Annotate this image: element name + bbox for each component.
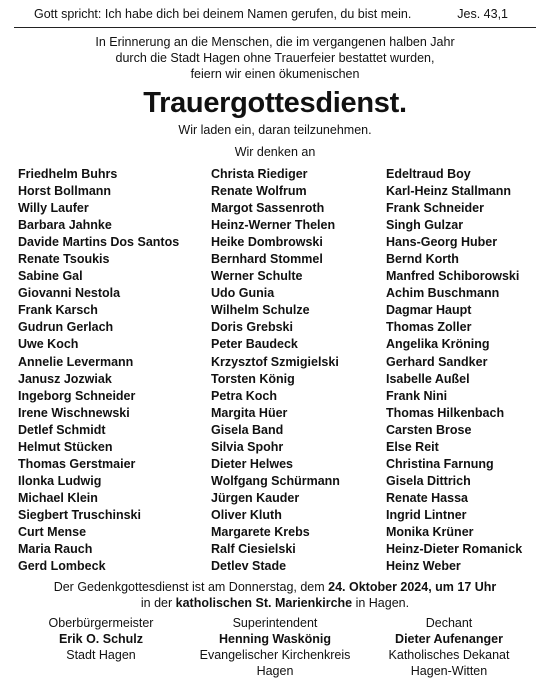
name-entry: Else Reit <box>386 439 439 454</box>
name-entry: Curt Mense <box>18 524 87 539</box>
service-line-1 <box>14 579 536 595</box>
intro-text <box>14 34 536 82</box>
names-column-3 <box>386 166 536 575</box>
name-entry: Thomas Hilkenbach <box>386 405 505 420</box>
name-entry: Werner Schulte <box>211 269 303 284</box>
name-entry: Heike Dombrowski <box>211 235 323 250</box>
service-line-2 <box>14 595 536 611</box>
quote-reference: Jes. 43,1 <box>457 7 508 21</box>
name-entry: Heinz-Dieter Romanick <box>386 542 523 557</box>
name-entry: Gisela Band <box>211 422 284 437</box>
signature-org: Katholisches Dekanat <box>388 648 510 663</box>
name-entry: Gudrun Gerlach <box>18 320 114 335</box>
name-entry: Helmut Stücken <box>18 439 113 454</box>
name-entry: Karl-Heinz Stallmann <box>386 184 512 199</box>
name-entry: Bernhard Stommel <box>211 252 323 267</box>
name-entry: Carsten Brose <box>386 422 472 437</box>
signature-block <box>362 615 536 679</box>
headline: Trauergottesdienst. <box>143 87 407 119</box>
name-entry: Heinz Weber <box>386 559 461 574</box>
name-entry: Gerd Lombeck <box>18 559 106 574</box>
service-date: 24. Oktober 2024, um 17 Uhr <box>328 580 497 595</box>
name-entry: Janusz Jozwiak <box>18 371 112 386</box>
name-entry: Frank Karsch <box>18 303 98 318</box>
quote-text: Gott spricht: Ich habe dich bei deinem Namen gerufen, du bist mein. <box>34 7 412 21</box>
signature-block <box>14 615 188 679</box>
name-entry: Sabine Gal <box>18 269 83 284</box>
name-entry: Torsten König <box>211 371 295 386</box>
name-entry: Jürgen Kauder <box>211 490 300 505</box>
service-church: katholischen St. Marienkirche <box>175 596 353 611</box>
name-entry: Margita Hüer <box>211 405 288 420</box>
service-info <box>14 579 536 611</box>
name-entry: Oliver Kluth <box>211 507 282 522</box>
name-entry: Christina Farnung <box>386 456 494 471</box>
name-entry: Horst Bollmann <box>18 184 112 199</box>
name-entry: Petra Koch <box>211 388 277 403</box>
name-entry: Silvia Spohr <box>211 439 284 454</box>
remember-text: Wir denken an <box>234 145 316 159</box>
name-entry: Manfred Schiborowski <box>386 269 520 284</box>
name-entry: Peter Baudeck <box>211 337 298 352</box>
name-entry: Singh Gulzar <box>386 218 464 233</box>
name-entry: Margarete Krebs <box>211 524 310 539</box>
name-entry: Gerhard Sandker <box>386 354 488 369</box>
name-entry: Uwe Koch <box>18 337 79 352</box>
name-entry: Maria Rauch <box>18 542 93 557</box>
name-entry: Dieter Helwes <box>211 456 293 471</box>
signature-name: Dieter Aufenanger <box>395 632 503 647</box>
name-entry: Frank Nini <box>386 388 448 403</box>
signature-title: Oberbürgermeister <box>48 616 154 631</box>
service-text: in Hagen. <box>352 596 410 611</box>
name-entry: Margot Sassenroth <box>211 201 325 216</box>
name-entry: Ingrid Lintner <box>386 507 467 522</box>
bible-quote <box>14 6 536 22</box>
names-list <box>14 166 536 575</box>
name-entry: Irene Wischnewski <box>18 405 130 420</box>
name-entry: Friedhelm Buhrs <box>18 167 118 181</box>
name-entry: Barbara Jahnke <box>18 218 112 233</box>
name-entry: Frank Schneider <box>386 201 484 216</box>
name-entry: Giovanni Nestola <box>18 286 121 301</box>
name-entry: Willy Laufer <box>18 201 89 216</box>
signature-org: Evangelischer Kirchenkreis <box>199 648 351 663</box>
name-entry: Achim Buschmann <box>386 286 500 301</box>
name-entry: Edeltraud Boy <box>386 167 471 181</box>
name-entry: Detlev Stade <box>211 559 287 574</box>
intro-line: durch die Stadt Hagen ohne Trauerfeier bestattet wurden, <box>115 51 435 65</box>
name-entry: Heinz-Werner Thelen <box>211 218 336 233</box>
name-entry: Christa Riediger <box>211 167 308 181</box>
name-entry: Davide Martins Dos Santos <box>18 235 180 250</box>
signature-title: Dechant <box>425 616 473 631</box>
intro-line: feiern wir einen ökumenischen <box>190 67 360 81</box>
name-entry: Michael Klein <box>18 490 98 505</box>
name-entry: Thomas Zoller <box>386 320 472 335</box>
invite-text: Wir laden ein, daran teilzunehmen. <box>178 123 372 137</box>
name-entry: Annelie Levermann <box>18 354 134 369</box>
signature-org: Hagen-Witten <box>410 664 488 679</box>
name-entry: Hans-Georg Huber <box>386 235 498 250</box>
divider <box>14 27 536 28</box>
signatures <box>14 615 536 679</box>
name-entry: Angelika Kröning <box>386 337 490 352</box>
name-entry: Dagmar Haupt <box>386 303 472 318</box>
name-entry: Krzysztof Szmigielski <box>211 354 339 369</box>
signature-name: Henning Waskönig <box>218 632 332 647</box>
names-column-2 <box>211 166 386 575</box>
name-entry: Gisela Dittrich <box>386 473 471 488</box>
name-entry: Renate Wolfrum <box>211 184 307 199</box>
name-entry: Udo Gunia <box>211 286 275 301</box>
signature-org: Hagen <box>256 664 294 679</box>
name-entry: Renate Tsoukis <box>18 252 110 267</box>
signature-block <box>188 615 362 679</box>
signature-title: Superintendent <box>232 616 318 631</box>
name-entry: Renate Hassa <box>386 490 468 505</box>
name-entry: Detlef Schmidt <box>18 422 106 437</box>
name-entry: Ilonka Ludwig <box>18 473 102 488</box>
name-entry: Doris Grebski <box>211 320 293 335</box>
names-column-1 <box>14 166 211 575</box>
name-entry: Wolfgang Schürmann <box>211 473 340 488</box>
signature-org: Stadt Hagen <box>66 648 136 663</box>
name-entry: Monika Krüner <box>386 524 474 539</box>
name-entry: Wilhelm Schulze <box>211 303 310 318</box>
service-text: Der Gedenkgottesdienst ist am Donnerstag, dem <box>53 580 329 595</box>
name-entry: Ingeborg Schneider <box>18 388 136 403</box>
signature-name: Erik O. Schulz <box>58 632 144 647</box>
name-entry: Isabelle Außel <box>386 371 470 386</box>
name-entry: Thomas Gerstmaier <box>18 456 136 471</box>
name-entry: Bernd Korth <box>386 252 459 267</box>
intro-line: In Erinnerung an die Menschen, die im vergangenen halben Jahr <box>95 35 455 49</box>
name-entry: Ralf Ciesielski <box>211 542 296 557</box>
name-entry: Siegbert Truschinski <box>18 507 141 522</box>
service-text: in der <box>140 596 176 611</box>
